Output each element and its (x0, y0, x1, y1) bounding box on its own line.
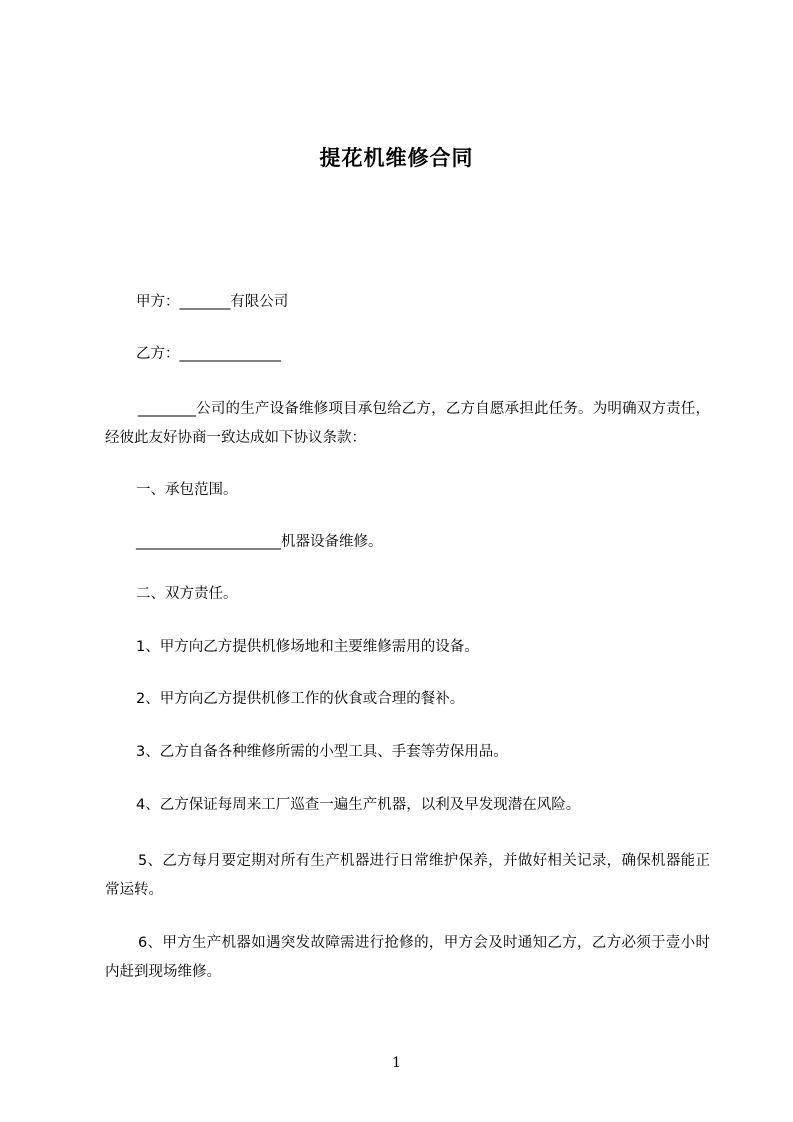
section-1-heading: 一、承包范围。 (136, 482, 238, 498)
clause-item-4: 4、乙方保证每周来工厂巡查一遍生产机器，以利及早发现潜在风险。 (136, 797, 581, 813)
section-1-body: ____________________机器设备维修。 (136, 534, 383, 550)
page-number: 1 (392, 1055, 401, 1071)
intro-paragraph: ________公司的生产设备维修项目承包给乙方，乙方自愿承担此任务。为明确双方责任，经彼此友好协商一致达成如下协议条款： (105, 401, 710, 446)
section-2-heading: 二、双方责任。 (136, 586, 238, 602)
clause-item-2: 2、甲方向乙方提供机修工作的伙食或合理的餐补。 (136, 691, 465, 707)
clause-item-5: 5、乙方每月要定期对所有生产机器进行日常维护保养，并做好相关记录，确保机器能正常运转。 (105, 853, 710, 898)
clause-item-3: 3、乙方自备各种维修所需的小型工具、手套等劳保用品。 (136, 744, 508, 760)
document-title: 提花机维修合同 (319, 146, 474, 170)
party-a-line: 甲方：_______有限公司 (136, 294, 289, 310)
clause-item-6: 6、甲方生产机器如遇突发故障需进行抢修的，甲方会及时通知乙方，乙方必须于壹小时内赶到现场维修。 (105, 935, 710, 980)
party-b-line: 乙方：______________ (136, 346, 281, 362)
clause-item-1: 1、甲方向乙方提供机修场地和主要维修需用的设备。 (136, 639, 479, 655)
